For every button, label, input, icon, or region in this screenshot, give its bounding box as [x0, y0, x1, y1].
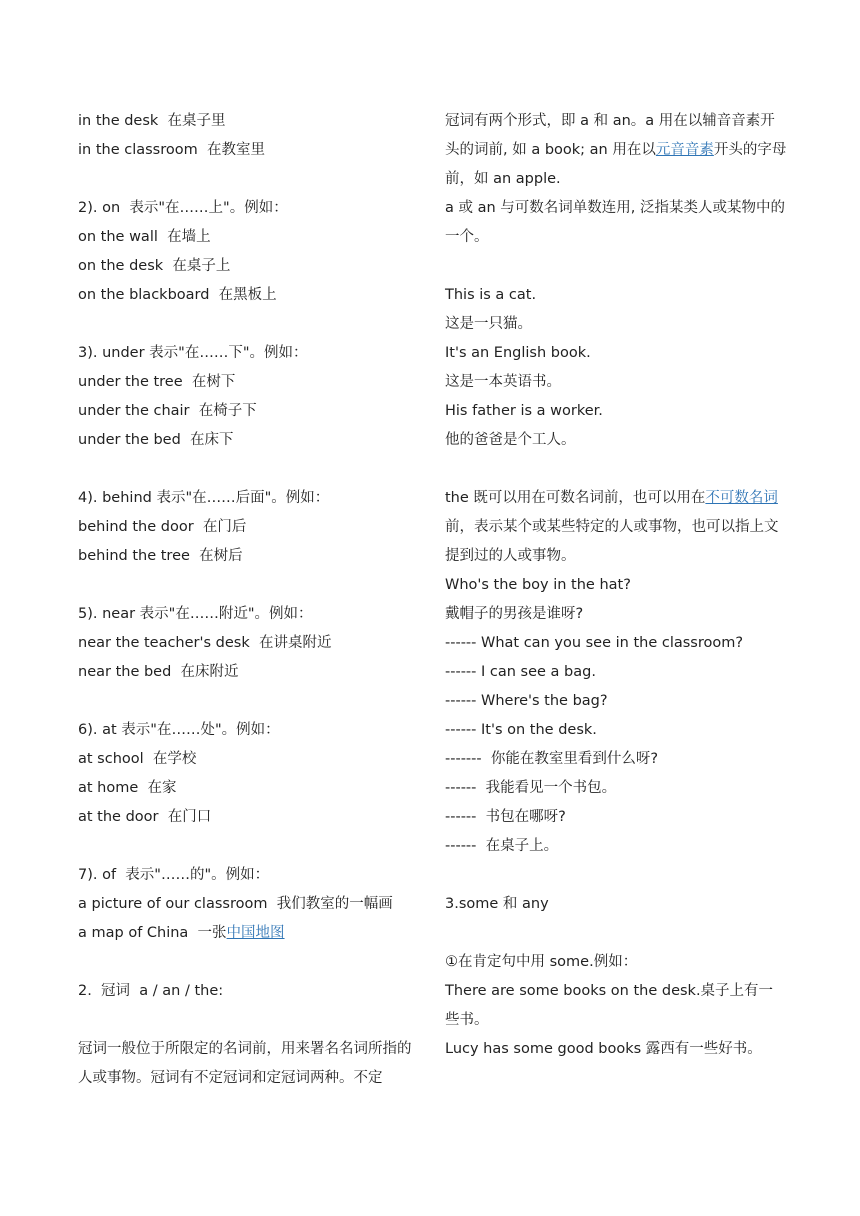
blank-line: [78, 310, 420, 339]
right-text-line: ------ I can see a bag.: [445, 664, 596, 680]
left-text-line: on the blackboard 在黑板上: [78, 287, 277, 303]
blank-line: [445, 252, 787, 281]
left-text-line: under the tree 在树下: [78, 374, 236, 390]
left-text-line: near the bed 在床附近: [78, 664, 239, 680]
right-text-line: ------ 书包在哪呀?: [445, 809, 566, 825]
right-text-line: There are some books on the desk.桌子上有一些书。: [445, 983, 774, 1028]
left-text-line: 2). on 表示"在……上"。例如：: [78, 200, 288, 216]
blank-line: [445, 861, 787, 890]
blank-line: [78, 832, 420, 861]
left-text-line: at school 在学校: [78, 751, 197, 767]
right-text-line: 戴帽子的男孩是谁呀?: [445, 606, 584, 622]
right-text-line: It's an English book.: [445, 345, 591, 361]
left-text-line: under the bed 在床下: [78, 432, 234, 448]
right-text-line: ------ 我能看见一个书包。: [445, 780, 617, 796]
right-text-line: This is a cat.: [445, 287, 537, 303]
right-text-line: 3.some 和 any: [445, 896, 549, 912]
right-text-line: 这是一只猫。: [445, 316, 532, 332]
left-text-line: 3). under 表示"在……下"。例如：: [78, 345, 308, 361]
right-paragraph: [445, 107, 787, 194]
right-text-line: 这是一本英语书。: [445, 374, 561, 390]
paragraph-text: 冠词有两个形式，即 a 和 an。a 用在以辅音音素开头的词前, 如 a book; an 用在以: [445, 113, 775, 158]
blank-line: [78, 455, 420, 484]
blank-line: [78, 571, 420, 600]
left-paragraph: [78, 919, 420, 948]
left-column: [78, 107, 420, 1093]
right-text-line: ------ What can you see in the classroom?: [445, 635, 744, 651]
right-text-line: Lucy has some good books 露西有一些好书。: [445, 1041, 762, 1057]
right-text-line: ------ Where's the bag?: [445, 693, 608, 709]
right-paragraph: [445, 484, 787, 571]
right-text-line: ①在肯定句中用 some.例如：: [445, 954, 638, 970]
left-text-line: a picture of our classroom 我们教室的一幅画: [78, 896, 393, 912]
blank-line: [445, 919, 787, 948]
left-text-line: near the teacher's desk 在讲桌附近: [78, 635, 332, 651]
left-text-line: 冠词一般位于所限定的名词前，用来署名名词所指的人或事物。冠词有不定冠词和定冠词两种。不定: [78, 1041, 412, 1086]
left-text-line: behind the door 在门后: [78, 519, 247, 535]
blank-line: [78, 948, 420, 977]
right-text-line: a 或 an 与可数名词单数连用, 泛指某类人或某物中的一个。: [445, 200, 786, 245]
left-text-line: at the door 在门口: [78, 809, 212, 825]
right-text-line: 他的爸爸是个工人。: [445, 432, 576, 448]
left-text-line: in the classroom 在教室里: [78, 142, 265, 158]
right-text-line: Who's the boy in the hat?: [445, 577, 631, 593]
left-text-line: on the wall 在墙上: [78, 229, 211, 245]
paragraph-text: 开头的字母前，如 an apple.: [445, 142, 787, 187]
hyperlink[interactable]: 不可数名词: [705, 490, 778, 506]
right-text-line: ------ It's on the desk.: [445, 722, 597, 738]
paragraph-text: 前，表示某个或某些特定的人或事物，也可以指上文提到过的人或事物。: [445, 519, 779, 564]
left-text-line: 5). near 表示"在……附近"。例如：: [78, 606, 313, 622]
blank-line: [78, 165, 420, 194]
left-text-line: behind the tree 在树后: [78, 548, 243, 564]
hyperlink[interactable]: 元音音素: [655, 142, 714, 158]
left-text-line: on the desk 在桌子上: [78, 258, 231, 274]
left-text-line: 6). at 表示"在……处"。例如：: [78, 722, 280, 738]
left-text-line: 2. 冠词 a / an / the:: [78, 983, 224, 999]
paragraph-text: the 既可以用在可数名词前，也可以用在: [445, 490, 706, 506]
left-text-line: in the desk 在桌子里: [78, 113, 226, 129]
left-text-line: 4). behind 表示"在……后面"。例如：: [78, 490, 330, 506]
right-text-line: ------ 在桌子上。: [445, 838, 559, 854]
blank-line: [445, 455, 787, 484]
left-text-line: under the chair 在椅子下: [78, 403, 257, 419]
paragraph-text: a map of China 一张: [78, 925, 227, 941]
right-text-line: ------- 你能在教室里看到什么呀?: [445, 751, 659, 767]
right-text-line: His father is a worker.: [445, 403, 603, 419]
left-text-line: 7). of 表示"……的"。例如：: [78, 867, 270, 883]
hyperlink[interactable]: 中国地图: [226, 925, 285, 941]
blank-line: [78, 1006, 420, 1035]
left-text-line: at home 在家: [78, 780, 177, 796]
right-column: [445, 107, 787, 1064]
blank-line: [78, 687, 420, 716]
